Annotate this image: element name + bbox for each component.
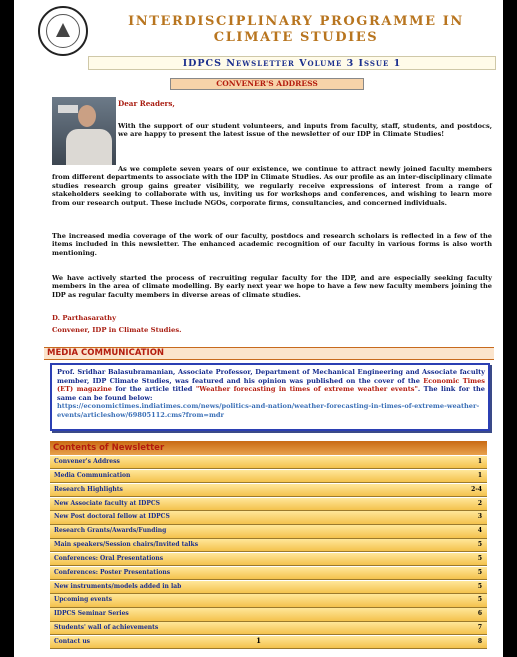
convener-paragraph-1: With the support of our student volunteers, and inputs from faculty, staff, students, and postdocs, we are happy to present the latest issue of the newsletter of our IDP in Climate Studies! bbox=[118, 122, 492, 139]
institute-logo bbox=[38, 6, 88, 56]
contents-item-page: 6 bbox=[477, 610, 482, 618]
signer-name: D. Parthasarathy bbox=[52, 314, 117, 322]
contents-row[interactable] bbox=[50, 622, 487, 635]
newsletter-header bbox=[14, 0, 503, 78]
convener-photo bbox=[52, 97, 116, 165]
title-line-2: CLIMATE STUDIES bbox=[213, 30, 379, 45]
contents-item-page: 5 bbox=[477, 541, 482, 549]
contents-row[interactable] bbox=[50, 456, 487, 469]
contents-row[interactable] bbox=[50, 581, 487, 594]
contents-item-label: Conferences: Poster Presentations bbox=[54, 568, 171, 576]
contents-item-label: Convener's Address bbox=[54, 458, 120, 465]
media-article-link[interactable]: https://economictimes.indiatimes.com/news/politics-and-nation/weather-forecasting-in-times-of-extreme-weather-events/articleshow/69805112.cms?from=mdr bbox=[57, 402, 480, 419]
contents-item-page: 2-4 bbox=[471, 485, 482, 493]
contents-row[interactable] bbox=[50, 567, 487, 580]
title-line-1: INTERDISCIPLINARY PROGRAMME IN bbox=[128, 14, 464, 29]
contents-item-label: New Post doctoral fellow at IDPCS bbox=[54, 513, 170, 521]
contents-item-label: IDPCS Seminar Series bbox=[54, 610, 129, 618]
contents-item-page: 5 bbox=[477, 554, 482, 562]
programme-title bbox=[106, 14, 486, 46]
convener-section-label: CONVENER'S ADDRESS bbox=[216, 79, 318, 88]
newsletter-page bbox=[14, 0, 503, 657]
media-text-part-2: for the article titled bbox=[111, 385, 196, 394]
convener-section-tag bbox=[170, 78, 364, 90]
contents-item-page: 1 bbox=[477, 471, 482, 479]
contents-row[interactable] bbox=[50, 553, 487, 566]
contents-item-page: 5 bbox=[477, 596, 482, 604]
media-text-part-1: Prof. Sridhar Balasubramanian, Associate Professor, Department of Mechanical Engineering and Associate faculty member, IDP Climate Studies, was featured and his opinion was published on the cover of the bbox=[57, 368, 485, 385]
contents-item-page: 2 bbox=[477, 499, 482, 507]
issue-banner bbox=[88, 56, 496, 70]
contents-row[interactable] bbox=[50, 525, 487, 538]
contents-item-page: 8 bbox=[477, 637, 482, 645]
contents-row[interactable] bbox=[50, 498, 487, 511]
contents-item-label: Conferences: Oral Presentations bbox=[54, 554, 164, 562]
contents-row[interactable] bbox=[50, 511, 487, 524]
media-section-title: MEDIA COMMUNICATION bbox=[47, 348, 165, 358]
page-number: 1 bbox=[256, 636, 261, 645]
contents-header bbox=[50, 441, 487, 455]
contents-item-label: Contact us bbox=[54, 637, 91, 645]
convener-paragraph-3: The increased media coverage of the work of our faculty, postdocs and research scholars is reflected in a few of the items included in this newsletter. The enhanced academic recognition of our faculty in various forms is also worth mentioning. bbox=[52, 232, 492, 257]
media-feature-text bbox=[57, 368, 485, 420]
issue-subtitle: IDPCS Newsletter Volume 3 Issue 1 bbox=[182, 58, 402, 69]
contents-row[interactable] bbox=[50, 608, 487, 621]
contents-item-page: 5 bbox=[477, 568, 482, 576]
contents-item-label: Research Highlights bbox=[54, 485, 123, 493]
contents-table bbox=[50, 456, 487, 650]
contents-item-page: 4 bbox=[477, 527, 482, 535]
convener-paragraph-2: As we complete seven years of our existence, we continue to attract newly joined faculty members from different departments to associate with the IDP in Climate Studies. As our profile as an inter-disciplinary climate studies research group gains greater visibility, we regularly receive expressions of interest from a range of stakeholders seeking to collaborate with us, inviting us for workshops and conferences, and wishing to learn more from our research output. These include NGOs, corporate firms, consultancies, and concerned individuals. bbox=[52, 165, 492, 207]
convener-paragraph-2-first bbox=[118, 157, 492, 165]
contents-item-page: 3 bbox=[477, 513, 482, 521]
contents-row[interactable] bbox=[50, 539, 487, 552]
contents-item-label: New Associate faculty at IDPCS bbox=[54, 499, 160, 507]
contents-item-label: Upcoming events bbox=[54, 596, 112, 604]
greeting: Dear Readers, bbox=[118, 99, 175, 108]
media-feature-box bbox=[50, 363, 490, 431]
convener-paragraph-4: We have actively started the process of recruiting regular faculty for the IDP, and are especially seeking faculty members in the area of climate modelling. By early next year we hope to have a few new faculty members joining the IDP as regular faculty members in diverse areas of climate studies. bbox=[52, 274, 492, 299]
contents-item-label: Students' wall of achievements bbox=[54, 624, 159, 632]
contents-item-page: 7 bbox=[477, 624, 482, 632]
contents-item-label: New instruments/models added in lab bbox=[54, 582, 182, 590]
media-section-header bbox=[44, 347, 494, 360]
contents-row[interactable] bbox=[50, 470, 487, 483]
contents-item-label: Media Communication bbox=[54, 471, 131, 479]
contents-item-label: Main speakers/Session chairs/Invited talks bbox=[54, 541, 199, 549]
contents-row[interactable] bbox=[50, 484, 487, 497]
media-text-part-3: . The link for the same can be found below: bbox=[57, 385, 485, 402]
signer-role: Convener, IDP in Climate Studies. bbox=[52, 326, 182, 334]
contents-item-label: Research Grants/Awards/Funding bbox=[54, 527, 167, 535]
media-article-title: "Weather forecasting in times of extreme weather events" bbox=[195, 385, 418, 394]
contents-item-page: 1 bbox=[477, 458, 482, 465]
contents-row[interactable] bbox=[50, 594, 487, 607]
contents-item-page: 5 bbox=[477, 582, 482, 590]
contents-title: Contents of Newsletter bbox=[53, 443, 165, 453]
media-publication: Economic Times (ET) magazine bbox=[57, 376, 485, 394]
